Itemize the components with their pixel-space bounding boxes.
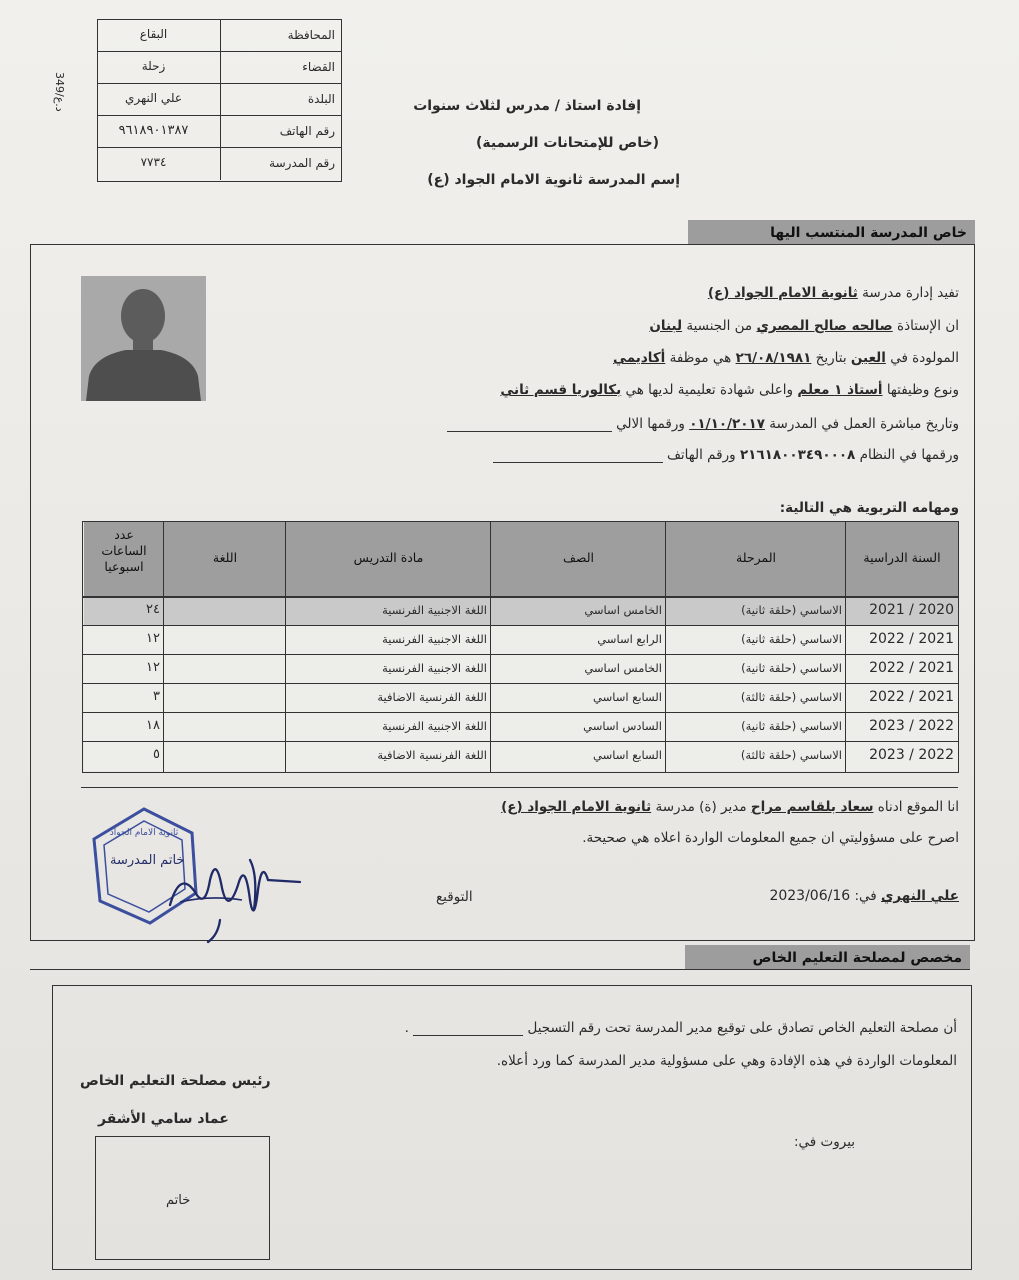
info-label: رقم المدرسة [269,156,335,170]
header-stage: المرحلة [666,522,846,596]
cell-stage: الاساسي (حلقة ثانية) [741,661,842,675]
school-name-header: إسم المدرسة ثانوية الامام الجواد (ع) [427,172,680,188]
cell-hours: ١٢ [146,660,160,675]
info-label: رقم الهاتف [279,124,335,138]
text-line-2: ان الإستاذة صالحه صالح المصري من الجنسية لبنان [649,318,959,334]
cell-hours: ١٢ [146,631,160,646]
cell-subject: اللغة الاجنبية الفرنسية [382,661,487,675]
header-grade: الصف [491,522,666,596]
cell-grade: السابع اساسي [593,690,662,704]
head-title: رئيس مصلحة التعليم الخاص [80,1073,271,1089]
duties-title: ومهامه التربوية هي التالية: [779,500,959,516]
cell-hours: ١٨ [146,718,160,733]
side-reference-code: 349/د.ع [53,72,66,112]
header-hours: عدد الساعات اسبوعيا [84,522,164,596]
cell-grade: الخامس اساسي [584,661,662,675]
cell-hours: ٥ [153,747,160,762]
info-row [98,148,341,180]
declaration-place-date: علي النهري في: 2023/06/16 [769,888,959,904]
cell-hours: ٣ [153,689,160,704]
cell-subject: اللغة الاجنبية الفرنسية [382,603,487,617]
cell-year: 2022 / 2023 [869,747,954,763]
ratification-line-2: المعلومات الواردة في هذه الإفادة وهي على مسؤولية مدير المدرسة كما ورد أعلاه. [496,1053,957,1069]
info-row [98,84,341,116]
cell-year: 2021 / 2022 [869,689,954,705]
cell-grade: السابع اساسي [593,748,662,762]
school-stamp-label: خاتم المدرسة [110,853,185,868]
info-value: ٧٧٣٤ [140,155,167,169]
cell-hours: ٢٤ [146,602,160,617]
info-value: البقاع [139,27,168,41]
header-language: اللغة [164,522,286,596]
header-year: السنة الدراسية [846,522,958,596]
info-row [98,116,341,148]
text-line-3: المولودة في العين بتاريخ ٢٦/٠٨/١٩٨١ هي موظفة أكاديمي [613,350,959,366]
director-signature [150,830,310,950]
text-line-6: ورقمها في النظام ٢١٦١٨٠٠٣٤٩٠٠٠٨ ورقم الهاتف [493,447,959,463]
document-title: إفادة استاذ / مدرس لثلاث سنوات [413,98,641,114]
cell-stage: الاساسي (حلقة ثانية) [741,632,842,646]
cell-stage: الاساسي (حلقة ثانية) [741,719,842,733]
cell-subject: اللغة الفرنسية الاضافية [377,690,487,704]
cell-year: 2021 / 2022 [869,660,954,676]
signature-label: التوقيع [436,889,473,905]
info-row [98,52,341,84]
text-line-1: تفيد إدارة مدرسة ثانوية الامام الجواد (ع) [707,285,959,301]
text-line-4: ونوع وظيفتها أستاذ ١ معلم واعلى شهادة تعليمية لديها هي بكالوريا قسم ثاني [500,382,959,398]
cell-subject: اللغة الاجنبية الفرنسية [382,632,487,646]
duties-table [82,521,959,773]
declaration-line-1: انا الموقع ادناه سعاد بلقاسم مراح مدير (ة) مدرسة ثانوية الامام الجواد (ع) [501,799,959,815]
cell-grade: السادس اساسي [583,719,662,733]
info-value: زحلة [141,59,166,73]
cell-stage: الاساسي (حلقة ثالثة) [740,690,842,704]
cell-year: 2022 / 2023 [869,718,954,734]
official-stamp-label: خاتم [166,1193,191,1208]
cell-stage: الاساسي (حلقة ثالثة) [740,748,842,762]
stamp-ring-text: ثانوية الامام الجواد [109,828,179,838]
cell-year: 2020 / 2021 [869,602,954,618]
cell-stage: الاساسي (حلقة ثانية) [741,603,842,617]
cell-year: 2021 / 2022 [869,631,954,647]
ratification-line-1: أن مصلحة التعليم الخاص تصادق على توقيع مدير المدرسة تحت رقم التسجيل . [404,1020,957,1036]
info-value: علي النهري [124,91,183,105]
cell-grade: الخامس اساسي [584,603,662,617]
cell-subject: اللغة الفرنسية الاضافية [377,748,487,762]
beirut-date-label: بيروت في: [794,1134,856,1150]
header-subject: مادة التدريس [286,522,491,596]
head-name: عماد سامي الأشقر [98,1111,229,1127]
document-subtitle: (خاص للإمتحانات الرسمية) [475,135,659,151]
location-info-table [97,19,342,182]
info-value: ٩٦١٨٩٠١٣٨٧ [118,123,189,138]
section-private-education-bar: مخصص لمصلحة التعليم الخاص [685,945,970,969]
info-label: القضاء [302,60,335,74]
cell-grade: الرابع اساسي [597,632,662,646]
info-label: البلدة [307,92,335,106]
section-school-bar: خاص المدرسة المنتسب اليها [688,220,975,244]
text-line-5: وتاريخ مباشرة العمل في المدرسة ٠١/١٠/٢٠١٧ ورقمها الالي [447,416,959,432]
info-row [98,20,341,52]
person-photo [81,276,206,401]
cell-subject: اللغة الاجنبية الفرنسية [382,719,487,733]
declaration-line-2: اصرح على مسؤوليتي ان جميع المعلومات الواردة اعلاه هي صحيحة. [582,830,959,846]
info-label: المحافظة [287,28,335,42]
